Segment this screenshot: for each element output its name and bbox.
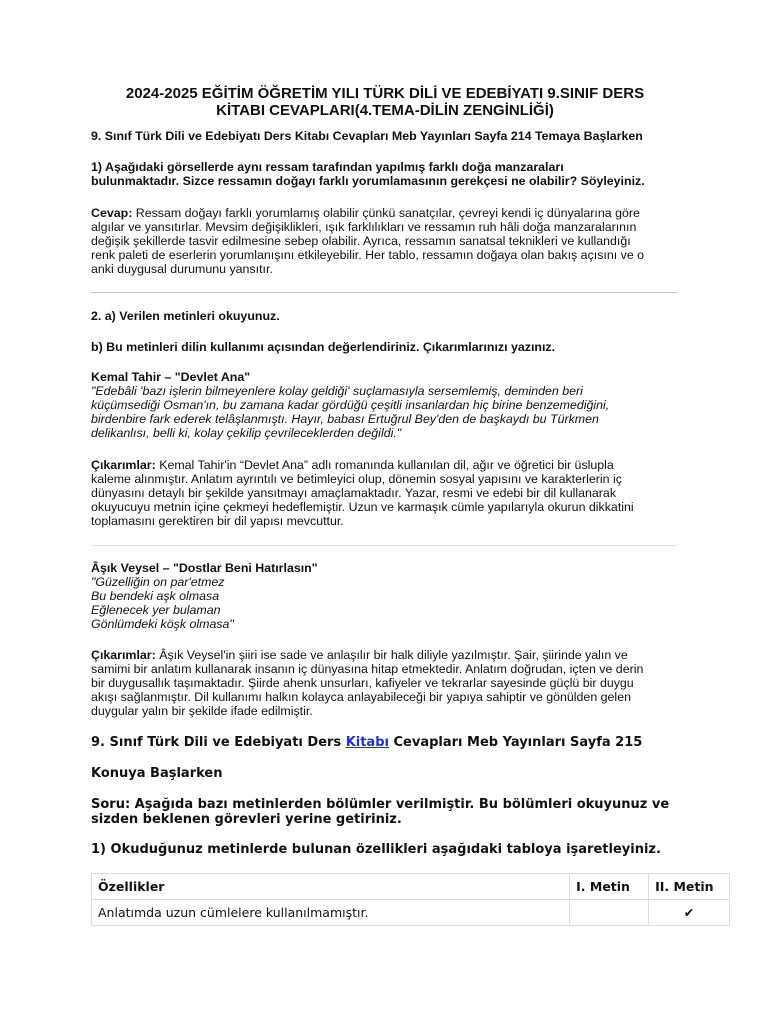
poem-line: Gönlümdeki köşk olmasa" — [91, 617, 234, 631]
asik-veysel-inference — [91, 648, 681, 718]
inference-line: akışı sağlanmıştır. Dil kullanımı halkın kolayca anlayabileceği bir yapıya sahiptir ve gönülden gelen — [91, 690, 631, 704]
question-2b: b) Bu metinleri dilin kullanımı açısından değerlendiriniz. Çıkarımlarınızı yazınız. — [91, 340, 556, 354]
inference-line: kaleme alınmıştır. Anlatım ayrıntılı ve betimleyici olup, dönemin sosyal yapısını ve karakterlerin iç — [91, 472, 622, 486]
table-header-row — [92, 874, 730, 900]
page-title — [90, 85, 680, 119]
kitabi-link[interactable]: Kitabı — [345, 735, 389, 750]
inference-line: dünyasını detaylı bir şekilde yansıtmayı amaçlamaktadır. Yazar, resmi ve edebi bir dil kullanarak — [91, 486, 617, 500]
features-table — [91, 873, 730, 926]
inference-text: Kemal Tahir'in “Devlet Ana” adlı romanında kullanılan dil, ağır ve öğretici bir üslupla — [155, 458, 614, 472]
answer-line: anki duygusal durumunu yansıtır. — [91, 262, 273, 276]
question-1-line: bulunmaktadır. Sizce ressamın doğayı farklı yorumlamasının gerekçesi ne olabilir? Söyleyiniz. — [91, 174, 645, 188]
asik-veysel-poem — [91, 575, 681, 631]
konuya-baslarken-heading: Konuya Başlarken — [91, 766, 223, 781]
question-1 — [91, 160, 681, 188]
quote-line: küçümsediği Osman'ın, bu zamana kadar gördüğü çeşitli insanlardan hiç birine benzemediğini, — [91, 398, 610, 412]
quote-line: delikanlısı, belli ki, kolay çekilip çevrileceklerden değildi." — [91, 426, 402, 440]
poem-line: Eğlenecek yer bulaman — [91, 603, 221, 617]
kemal-tahir-inference — [91, 458, 681, 528]
inference-label: Çıkarımlar: — [91, 648, 156, 662]
table-row — [92, 900, 730, 926]
inference-line: toplamasını gerektiren bir dil yapısı mevcuttur. — [91, 514, 344, 528]
header-metin-2: II. Metin — [649, 874, 730, 900]
answer-text: Ressam doğayı farklı yorumlamış olabilir çünkü sanatçılar, çevreyi kendi iç dünyalarına göre — [132, 206, 640, 220]
answer-line: değişik şekillerde tasvir edilmesine sebep olabilir. Ayrıca, ressamın sanatsal teknikleri ve kullandığı — [91, 234, 631, 248]
section3-heading — [91, 735, 642, 750]
header-metin-1: I. Metin — [570, 874, 649, 900]
kemal-tahir-quote — [91, 384, 681, 440]
section1-heading: 9. Sınıf Türk Dili ve Edebiyatı Ders Kitabı Cevapları Meb Yayınları Sayfa 214 Temaya Başlarken — [91, 129, 643, 143]
table-instruction: 1) Okuduğunuz metinlerde bulunan özellikleri aşağıdaki tabloya işaretleyiniz. — [91, 842, 661, 857]
answer-1 — [91, 206, 681, 276]
title-line-2: KİTABI CEVAPLARI(4.TEMA-DİLİN ZENGİNLİĞİ) — [216, 102, 554, 119]
poem-line: "Güzelliğin on par'etmez — [91, 575, 225, 589]
poem-line: Bu bendeki aşk olmasa — [91, 589, 220, 603]
question-1-line: 1) Aşağıdaki görsellerde aynı ressam tarafından yapılmış farklı doğa manzaraları — [91, 160, 564, 174]
quote-line: "Edebâli 'bazı işlerin bilmeyenlere kolay geldiği' suçlamasıyla sersemlemiş, deminden beri — [91, 384, 583, 398]
soru-line: Soru: Aşağıda bazı metinlerden bölümler verilmiştir. Bu bölümleri okuyunuz ve — [91, 797, 670, 812]
quote-line: birdenbire fark ederek telâşlanmıştı. Hayır, babası Ertuğrul Bey'den de başkaydı bu Türkmen — [91, 412, 599, 426]
divider — [91, 545, 677, 546]
inference-line: duygular yalın bir şekilde ifade edilmiştir. — [91, 704, 313, 718]
answer-label: Cevap: — [91, 206, 133, 220]
inference-text: Âşık Veysel'in şiiri ise sade ve anlaşılır bir halk diliyle yazılmıştır. Şair, şiirinde yalın ve — [155, 648, 628, 662]
inference-line: samimi bir anlatım kullanarak insanın iç dünyasına hitap etmektedir. Anlatım doğrudan, içten ve derin — [91, 662, 644, 676]
heading-text: Cevapları Meb Yayınları Sayfa 215 — [388, 735, 643, 750]
inference-line: bir duygusallık taşımaktadır. Şiirde ahenk unsurları, kafiyeler ve tekrarlar sayesinde güçlü bir duygu — [91, 676, 634, 690]
header-ozellikler: Özellikler — [92, 874, 570, 900]
asik-veysel-title: Âşık Veysel – "Dostlar Beni Hatırlasın" — [91, 561, 318, 575]
feature-cell: Anlatımda uzun cümlelere kullanılmamıştır. — [92, 900, 570, 926]
heading-text: 9. Sınıf Türk Dili ve Edebiyatı Ders — [91, 735, 346, 750]
metin-2-checkmark-cell[interactable]: ✔ — [649, 900, 730, 926]
metin-1-cell[interactable] — [570, 900, 649, 926]
soru-text — [91, 797, 669, 827]
kemal-tahir-title: Kemal Tahir – "Devlet Ana" — [91, 370, 251, 384]
inference-label: Çıkarımlar: — [91, 458, 156, 472]
question-2a: 2. a) Verilen metinleri okuyunuz. — [91, 309, 280, 323]
inference-line: okuyucuyu metnin içine çekmeyi hedeflemiştir. Uzun ve karmaşık cümle yapılarıyla okurun dikkatini — [91, 500, 634, 514]
answer-line: renk paleti de eserlerin yorumlanışını etkileyebilir. Her tablo, ressamın doğaya olan bakış açısını ve o — [91, 248, 645, 262]
title-line-1: 2024-2025 EĞİTİM ÖĞRETİM YILI TÜRK DİLİ VE EDEBİYATI 9.SINIF DERS — [125, 85, 645, 102]
answer-line: algılar ve yansıtırlar. Mevsim değişiklikleri, ışık farklılıkları ve ressamın ruh hâli doğa manzaralarının — [91, 220, 637, 234]
divider — [91, 292, 677, 293]
soru-line: sizden beklenen görevleri yerine getiriniz. — [91, 812, 402, 827]
